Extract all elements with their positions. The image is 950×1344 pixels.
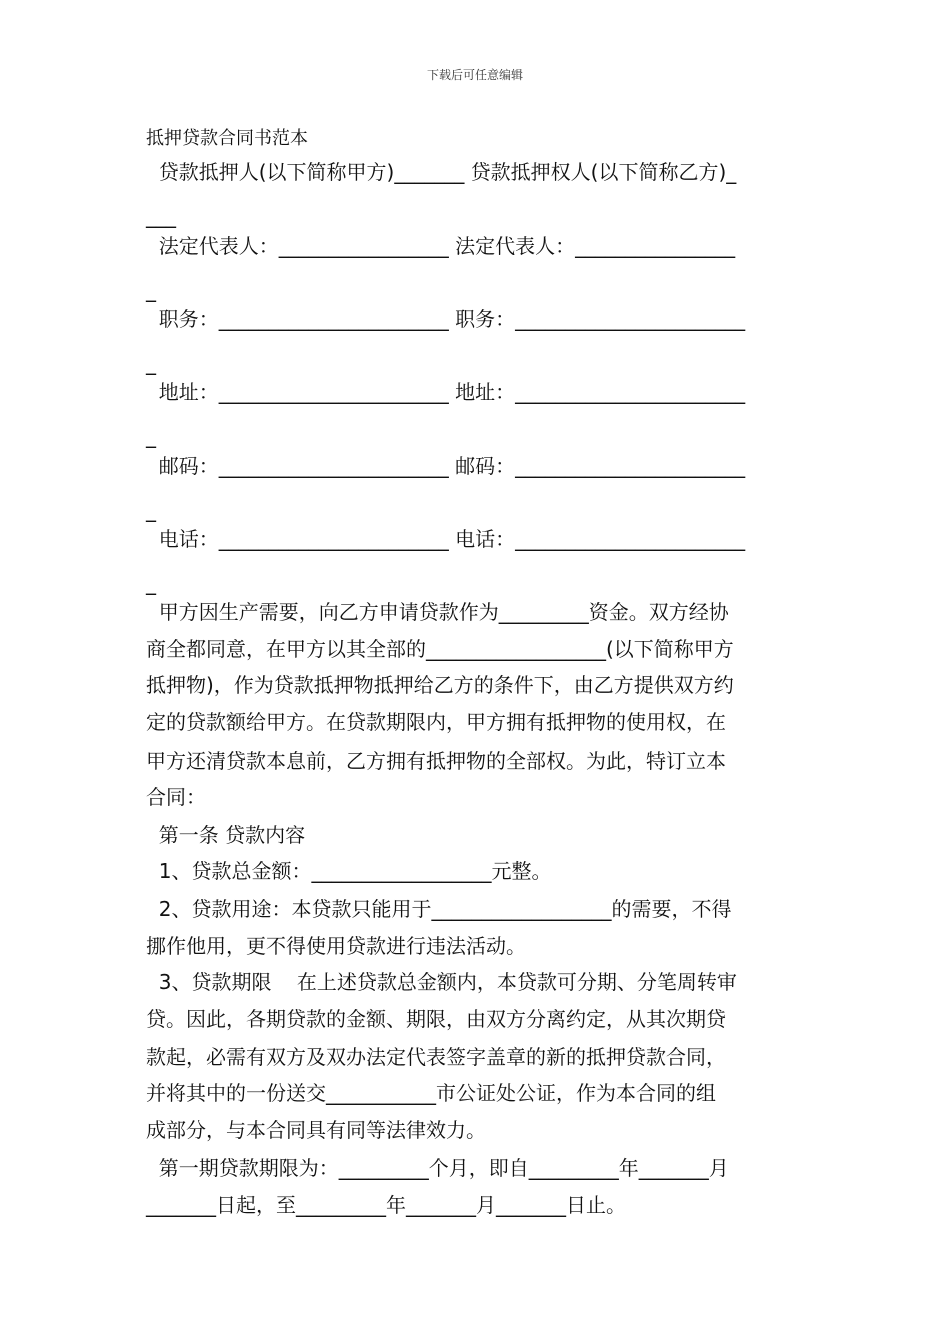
text-line: 贷。因此，各期贷款的金额、期限，由双方分离约定，从其次期贷 xyxy=(146,1007,726,1031)
text-line: 3、贷款期限 在上述贷款总金额内，本贷款可分期、分笔周转审 xyxy=(146,970,737,994)
text-line: _ xyxy=(146,351,156,375)
text-line: 贷款抵押人(以下简称甲方)_______ 贷款抵押权人(以下简称乙方)_ xyxy=(146,160,737,184)
text-line: 电话：_______________________ 电话：_______________________ xyxy=(146,527,746,551)
text-line: 甲方还清贷款本息前，乙方拥有抵押物的全部权。为此，特订立本 xyxy=(146,749,726,773)
text-line: 2、贷款用途：本贷款只能用于__________________的需要，不得 xyxy=(146,897,732,921)
text-line: 合同： xyxy=(146,785,206,809)
text-line: 抵押物)，作为贷款抵押物抵押给乙方的条件下，由乙方提供双方约 xyxy=(146,673,734,697)
text-line: 法定代表人：_________________ 法定代表人：________________ xyxy=(146,234,736,258)
text-line: 款起，必需有双方及双办法定代表签字盖章的新的抵押贷款合同， xyxy=(146,1045,726,1069)
text-line: 定的贷款额给甲方。在贷款期限内，甲方拥有抵押物的使用权，在 xyxy=(146,710,726,734)
text-line: _ xyxy=(146,571,156,595)
text-line: 第一条 贷款内容 xyxy=(146,823,306,847)
page-header: 下载后可任意编辑 xyxy=(426,68,523,82)
text-line: 职务：_______________________ 职务：_______________________ xyxy=(146,307,746,331)
text-line: _______日起，至_________年_______月_______日止。 xyxy=(146,1193,626,1217)
text-line: 1、贷款总金额：__________________元整。 xyxy=(146,859,552,883)
text-line: ___ xyxy=(146,204,176,228)
text-line: 地址：_______________________ 地址：_______________________ xyxy=(146,380,746,404)
text-line: 邮码：_______________________ 邮码：_______________________ xyxy=(146,454,746,478)
text-line: 并将其中的一份送交___________市公证处公证，作为本合同的组 xyxy=(146,1081,716,1105)
text-line: _ xyxy=(146,278,156,302)
text-line: 第一期贷款期限为：_________个月，即自_________年_______月 xyxy=(146,1156,729,1180)
text-line: _ xyxy=(146,424,156,448)
document-title: 抵押贷款合同书范本 xyxy=(146,128,308,149)
text-line: 挪作他用，更不得使用贷款进行违法活动。 xyxy=(146,934,526,958)
text-line: 甲方因生产需要，向乙方申请贷款作为_________资金。双方经协 xyxy=(146,600,729,624)
text-line: 成部分，与本合同具有同等法律效力。 xyxy=(146,1118,486,1142)
text-line: 商全都同意，在甲方以其全部的__________________(以下简称甲方 xyxy=(146,637,734,661)
text-line: _ xyxy=(146,498,156,522)
